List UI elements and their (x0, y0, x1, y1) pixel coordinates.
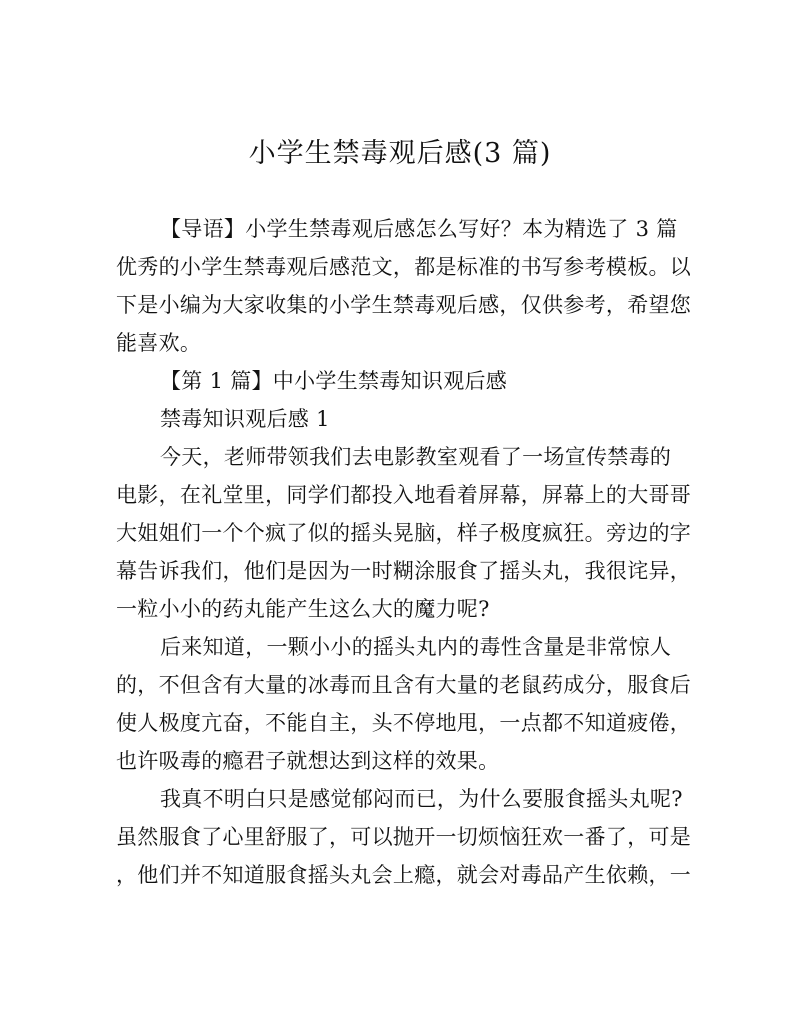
paragraph-3-line-3: ，他们并不知道服食摇头丸会上瘾，就会对毒品产生依赖，一 (116, 863, 692, 887)
intro-line-2: 优秀的小学生禁毒观后感范文，都是标准的书写参考模板。以 (116, 255, 692, 279)
intro-line-4: 能喜欢。 (116, 331, 202, 355)
intro-line-1: 【导语】小学生禁毒观后感怎么写好？本为精选了 3 篇 (160, 217, 678, 241)
paragraph-3-line-1: 我真不明白只是感觉郁闷而已，为什么要服食摇头丸呢? (160, 787, 683, 811)
paragraph-3-line-2: 虽然服食了心里舒服了，可以抛开一切烦恼狂欢一番了，可是 (116, 825, 692, 849)
paragraph-1-line-5: 一粒小小的药丸能产生这么大的魔力呢? (116, 597, 490, 621)
document-title: 小学生禁毒观后感(3 篇) (248, 138, 552, 169)
document-body (116, 216, 696, 900)
section-heading: 【第 1 篇】中小学生禁毒知识观后感 (160, 369, 508, 393)
paragraph-1-line-2: 电影，在礼堂里，同学们都投入地看着屏幕，屏幕上的大哥哥 (116, 483, 692, 507)
paragraph-1-line-4: 幕告诉我们，他们是因为一时糊涂服食了摇头丸，我很诧异， (116, 559, 692, 583)
paragraph-2-line-3: 使人极度亢奋，不能自主，头不停地甩，一点都不知道疲倦， (116, 711, 692, 735)
essay-subtitle: 禁毒知识观后感 1 (160, 407, 330, 431)
paragraph-1-line-1: 今天，老师带领我们去电影教室观看了一场宣传禁毒的 (160, 445, 672, 469)
paragraph-2-line-4: 也许吸毒的瘾君子就想达到这样的效果。 (116, 749, 500, 773)
intro-line-3: 下是小编为大家收集的小学生禁毒观后感，仅供参考，希望您 (116, 293, 692, 317)
paragraph-2-line-2: 的，不但含有大量的冰毒而且含有大量的老鼠药成分，服食后 (116, 673, 692, 697)
paragraph-1-line-3: 大姐姐们一个个疯了似的摇头晃脑，样子极度疯狂。旁边的字 (116, 521, 692, 545)
paragraph-2-line-1: 后来知道，一颗小小的摇头丸内的毒性含量是非常惊人 (160, 635, 672, 659)
